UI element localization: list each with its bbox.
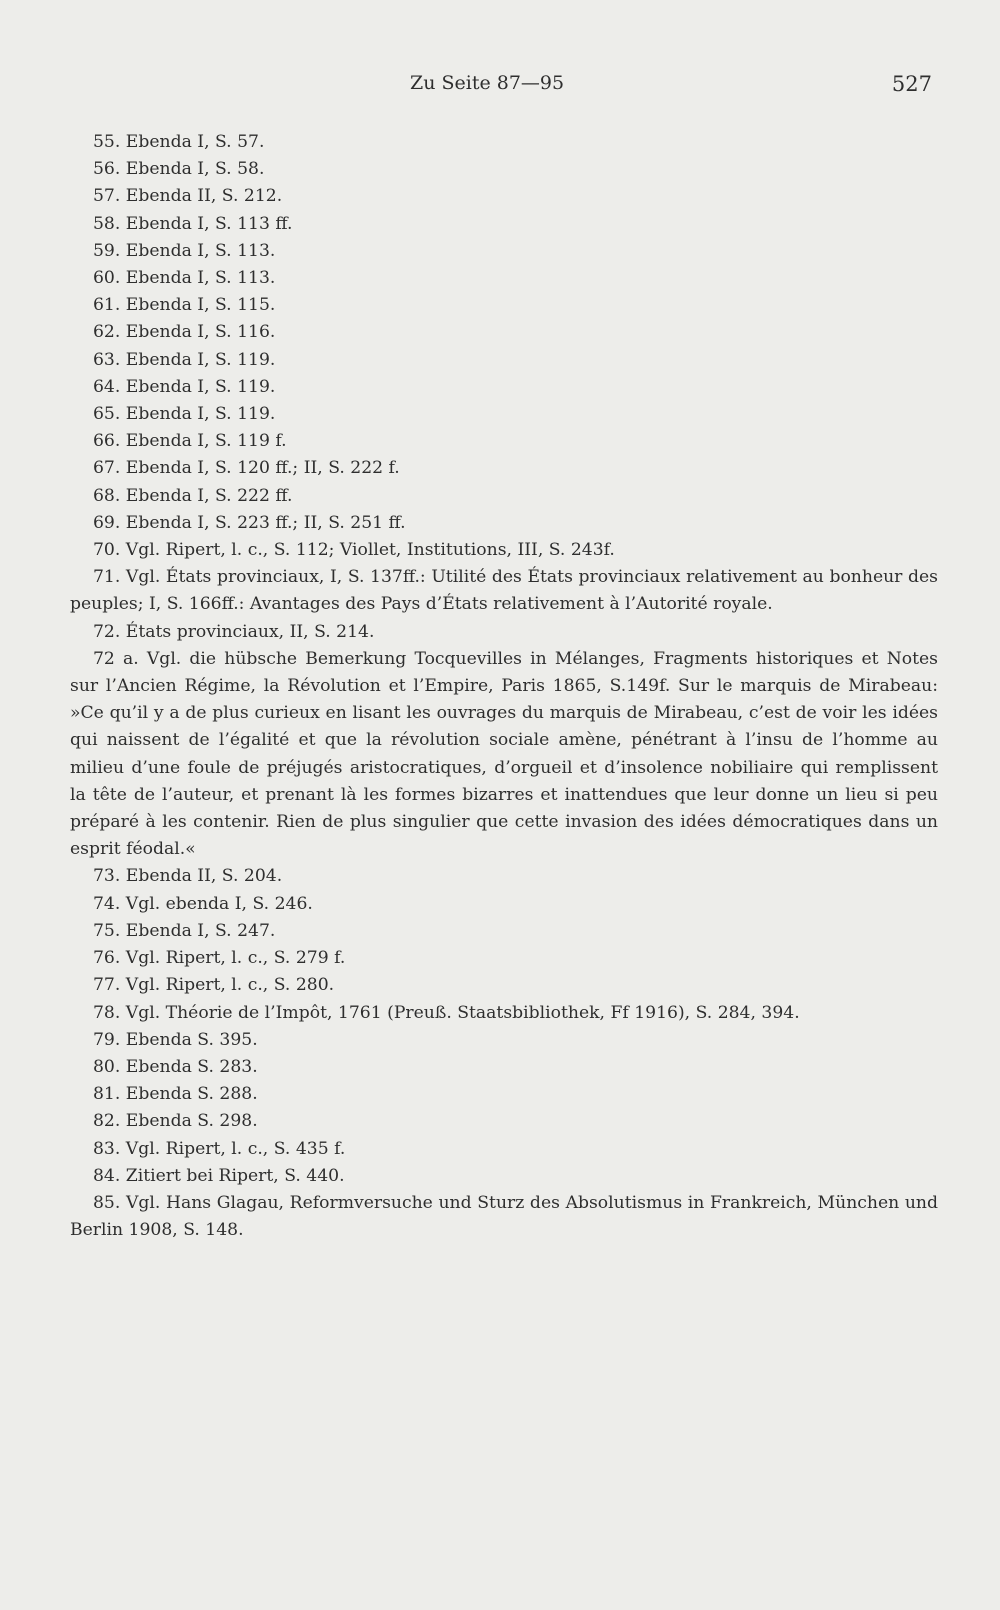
endnote: 62. Ebenda I, S. 116. xyxy=(93,322,276,343)
endnote: 68. Ebenda I, S. 222 ff. xyxy=(93,485,293,506)
endnote: 83. Vgl. Ripert, l. c., S. 435 f. xyxy=(93,1138,346,1159)
endnote: 69. Ebenda I, S. 223 ff.; II, S. 251 ff. xyxy=(93,512,406,533)
endnote: 59. Ebenda I, S. 113. xyxy=(93,240,276,261)
endnote: 72 a. Vgl. die hübsche Bemerkung Tocquevilles in Mélanges, Fragments historiques et Notes sur l’Ancien Régime, la Révolution et l’Empire, Paris 1865, S.149f. Sur le marquis de Mirabeau: »Ce qu’il y a de plus curieux en lisant les ouvrages du marquis de Mirabeau, c’est de voir les idées qui naissent de l’égalité et que la révolution sociale amène, pénétrant à l’insu de l’homme au milieu d’une foule de préjugés aristocratiques, d’orgueil et d’insolence nobiliaire qui remplissent la tête de l’auteur, et prenant là les formes bizarres et inattendues que leur donne un lieu si peu préparé à les contenir. Rien de plus singulier que cette invasion des idées démocratiques dans un esprit féodal.« xyxy=(70,648,938,860)
endnote: 57. Ebenda II, S. 212. xyxy=(93,186,283,207)
running-head-title: Zu Seite 87—95 xyxy=(410,72,565,94)
endnote: 70. Vgl. Ripert, l. c., S. 112; Viollet, Institutions, III, S. 243f. xyxy=(93,540,615,561)
endnote: 82. Ebenda S. 298. xyxy=(93,1111,258,1132)
running-head xyxy=(70,72,932,102)
endnote: 78. Vgl. Théorie de l’Impôt, 1761 (Preuß. Staatsbibliothek, Ff 1916), S. 284, 394. xyxy=(93,1002,800,1023)
endnote: 81. Ebenda S. 288. xyxy=(93,1084,258,1105)
endnote: 64. Ebenda I, S. 119. xyxy=(93,376,276,397)
endnote: 71. Vgl. États provinciaux, I, S. 137ff.: Utilité des États provinciaux relativement au bonheur des peuples; I, S. 166ff.: Avantages des Pays d’États relativement à l’Autorité royale. xyxy=(70,567,938,615)
endnote: 72. États provinciaux, II, S. 214. xyxy=(93,621,375,642)
endnote: 74. Vgl. ebenda I, S. 246. xyxy=(93,893,313,914)
endnote: 58. Ebenda I, S. 113 ff. xyxy=(93,213,293,234)
endnote: 80. Ebenda S. 283. xyxy=(93,1056,258,1077)
endnote: 55. Ebenda I, S. 57. xyxy=(93,132,265,152)
endnote: 76. Vgl. Ripert, l. c., S. 279 f. xyxy=(93,948,346,969)
endnote: 56. Ebenda I, S. 58. xyxy=(93,159,265,180)
page-number: 527 xyxy=(891,72,932,96)
endnote: 65. Ebenda I, S. 119. xyxy=(93,404,276,425)
endnote: 79. Ebenda S. 395. xyxy=(93,1029,258,1050)
endnote: 84. Zitiert bei Ripert, S. 440. xyxy=(93,1165,345,1186)
endnote: 61. Ebenda I, S. 115. xyxy=(93,295,276,316)
endnotes-list xyxy=(70,129,938,1244)
endnote: 67. Ebenda I, S. 120 ff.; II, S. 222 f. xyxy=(93,458,400,479)
endnote: 66. Ebenda I, S. 119 f. xyxy=(93,431,287,452)
endnote: 73. Ebenda II, S. 204. xyxy=(93,866,283,887)
endnote: 60. Ebenda I, S. 113. xyxy=(93,268,276,289)
endnote: 77. Vgl. Ripert, l. c., S. 280. xyxy=(93,975,335,996)
endnote: 63. Ebenda I, S. 119. xyxy=(93,349,276,370)
endnote: 75. Ebenda I, S. 247. xyxy=(93,920,276,941)
endnote: 85. Vgl. Hans Glagau, Reformversuche und Sturz des Absolutismus in Frankreich, München und Berlin 1908, S. 148. xyxy=(70,1192,938,1241)
